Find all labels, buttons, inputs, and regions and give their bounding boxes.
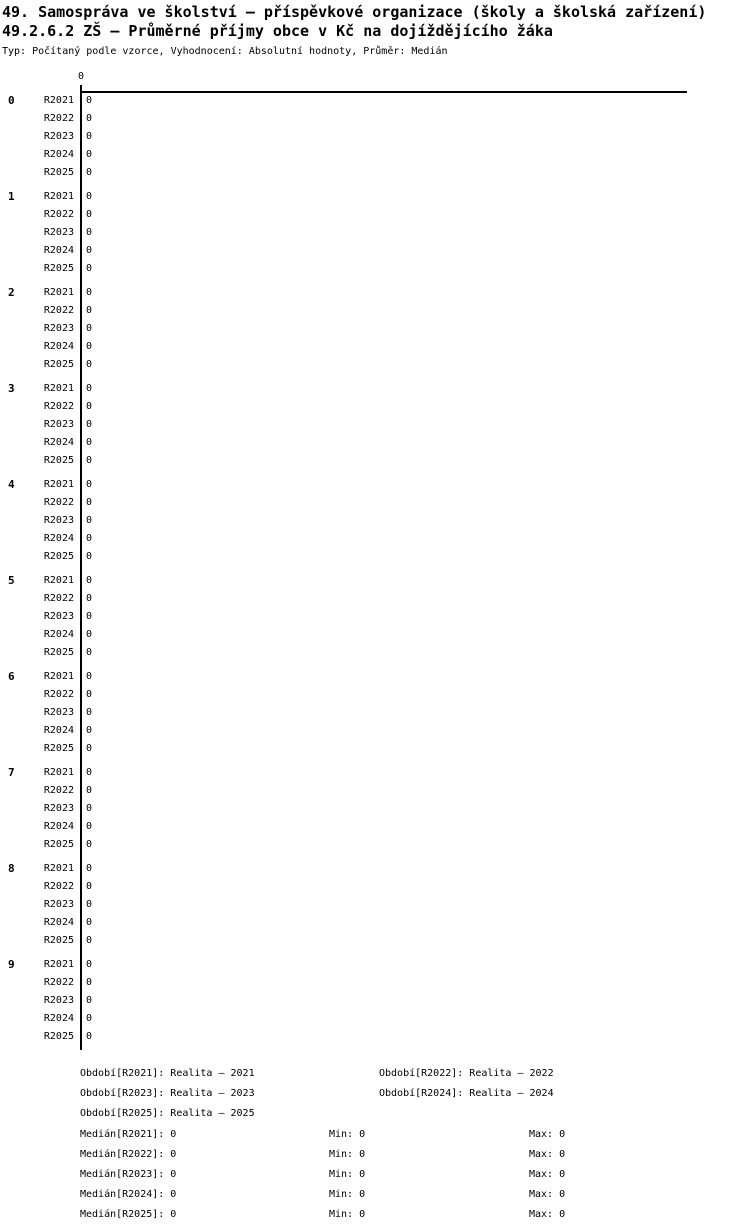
bar-value: 0 xyxy=(86,863,93,874)
series-label: R2021 xyxy=(43,191,74,202)
group-label: 3 xyxy=(8,382,15,395)
bar-value: 0 xyxy=(86,227,93,238)
legend-max-value: Max: 0 xyxy=(529,1149,566,1160)
series-label: R2023 xyxy=(43,131,74,142)
bar-value: 0 xyxy=(86,167,93,178)
legend-min-value: Min: 0 xyxy=(329,1189,366,1200)
bar-value: 0 xyxy=(86,497,93,508)
bar-value: 0 xyxy=(86,647,93,658)
bar-value: 0 xyxy=(86,113,93,124)
report-title: 49. Samospráva ve školství – příspěvkové organizace (školy a školská zařízení) xyxy=(2,3,707,21)
bar-value: 0 xyxy=(86,575,93,586)
chart-title: 49.2.6.2 ZŠ – Průměrné příjmy obce v Kč na dojíždějícího žáka xyxy=(2,22,553,40)
bar-value: 0 xyxy=(86,839,93,850)
series-label: R2022 xyxy=(43,305,74,316)
bar-value: 0 xyxy=(86,263,93,274)
series-label: R2024 xyxy=(43,245,74,256)
bar-value: 0 xyxy=(86,725,93,736)
series-label: R2025 xyxy=(43,359,74,370)
series-label: R2025 xyxy=(43,743,74,754)
bar-value: 0 xyxy=(86,323,93,334)
bar-value: 0 xyxy=(86,671,93,682)
bar-value: 0 xyxy=(86,359,93,370)
bar-value: 0 xyxy=(86,821,93,832)
series-label: R2023 xyxy=(43,995,74,1006)
legend-period-label: Období[R2024]: Realita – 2024 xyxy=(379,1088,554,1099)
bar-value: 0 xyxy=(86,977,93,988)
group-label: 4 xyxy=(8,478,15,491)
group-label: 8 xyxy=(8,862,15,875)
bar-value: 0 xyxy=(86,1031,93,1042)
series-label: R2022 xyxy=(43,977,74,988)
legend-min-value: Min: 0 xyxy=(329,1209,366,1220)
legend-period-label: Období[R2022]: Realita – 2022 xyxy=(379,1068,554,1079)
series-label: R2024 xyxy=(43,437,74,448)
bar-value: 0 xyxy=(86,341,93,352)
legend-max-value: Max: 0 xyxy=(529,1169,566,1180)
chart-meta-line: Typ: Počítaný podle vzorce, Vyhodnocení: Absolutní hodnoty, Průměr: Medián xyxy=(2,46,448,57)
legend-min-value: Min: 0 xyxy=(329,1169,366,1180)
legend-period-label: Období[R2021]: Realita – 2021 xyxy=(80,1068,255,1079)
series-label: R2024 xyxy=(43,917,74,928)
bar-value: 0 xyxy=(86,533,93,544)
bar-value: 0 xyxy=(86,479,93,490)
bar-value: 0 xyxy=(86,551,93,562)
bar-value: 0 xyxy=(86,917,93,928)
legend-period-label: Období[R2023]: Realita – 2023 xyxy=(80,1088,255,1099)
series-label: R2024 xyxy=(43,629,74,640)
bar-value: 0 xyxy=(86,401,93,412)
legend-max-value: Max: 0 xyxy=(529,1129,566,1140)
series-label: R2022 xyxy=(43,401,74,412)
bar-value: 0 xyxy=(86,383,93,394)
bar-value: 0 xyxy=(86,593,93,604)
bar-value: 0 xyxy=(86,689,93,700)
bar-value: 0 xyxy=(86,959,93,970)
bar-value: 0 xyxy=(86,305,93,316)
series-label: R2022 xyxy=(43,881,74,892)
series-label: R2025 xyxy=(43,455,74,466)
series-label: R2024 xyxy=(43,821,74,832)
bar-value: 0 xyxy=(86,935,93,946)
y-axis-line xyxy=(80,85,82,1050)
series-label: R2023 xyxy=(43,707,74,718)
bar-value: 0 xyxy=(86,437,93,448)
legend-min-value: Min: 0 xyxy=(329,1129,366,1140)
series-label: R2021 xyxy=(43,959,74,970)
series-label: R2023 xyxy=(43,899,74,910)
series-label: R2021 xyxy=(43,287,74,298)
series-label: R2024 xyxy=(43,149,74,160)
bar-value: 0 xyxy=(86,785,93,796)
legend-median-value: Medián[R2021]: 0 xyxy=(80,1129,177,1140)
series-label: R2024 xyxy=(43,1013,74,1024)
bar-value: 0 xyxy=(86,455,93,466)
series-label: R2024 xyxy=(43,725,74,736)
series-label: R2025 xyxy=(43,1031,74,1042)
bar-value: 0 xyxy=(86,95,93,106)
bar-value: 0 xyxy=(86,707,93,718)
series-label: R2025 xyxy=(43,839,74,850)
series-label: R2021 xyxy=(43,95,74,106)
bar-value: 0 xyxy=(86,881,93,892)
series-label: R2023 xyxy=(43,323,74,334)
legend-median-value: Medián[R2023]: 0 xyxy=(80,1169,177,1180)
series-label: R2021 xyxy=(43,671,74,682)
legend-median-value: Medián[R2022]: 0 xyxy=(80,1149,177,1160)
group-label: 1 xyxy=(8,190,15,203)
legend-max-value: Max: 0 xyxy=(529,1209,566,1220)
series-label: R2021 xyxy=(43,767,74,778)
bar-value: 0 xyxy=(86,191,93,202)
series-label: R2023 xyxy=(43,515,74,526)
bar-value: 0 xyxy=(86,995,93,1006)
bar-value: 0 xyxy=(86,515,93,526)
series-label: R2022 xyxy=(43,209,74,220)
bar-value: 0 xyxy=(86,899,93,910)
legend-median-value: Medián[R2024]: 0 xyxy=(80,1189,177,1200)
series-label: R2022 xyxy=(43,785,74,796)
series-label: R2022 xyxy=(43,497,74,508)
series-label: R2025 xyxy=(43,551,74,562)
series-label: R2023 xyxy=(43,227,74,238)
group-label: 0 xyxy=(8,94,15,107)
series-label: R2024 xyxy=(43,341,74,352)
x-axis-line xyxy=(80,91,687,93)
bar-value: 0 xyxy=(86,131,93,142)
x-axis-tick-label: 0 xyxy=(77,71,85,82)
legend-period-label: Období[R2025]: Realita – 2025 xyxy=(80,1108,255,1119)
series-label: R2025 xyxy=(43,935,74,946)
bar-value: 0 xyxy=(86,245,93,256)
legend-max-value: Max: 0 xyxy=(529,1189,566,1200)
series-label: R2025 xyxy=(43,647,74,658)
series-label: R2025 xyxy=(43,263,74,274)
series-label: R2021 xyxy=(43,575,74,586)
bar-value: 0 xyxy=(86,287,93,298)
series-label: R2022 xyxy=(43,689,74,700)
group-label: 2 xyxy=(8,286,15,299)
series-label: R2023 xyxy=(43,611,74,622)
bar-value: 0 xyxy=(86,419,93,430)
group-label: 9 xyxy=(8,958,15,971)
series-label: R2021 xyxy=(43,479,74,490)
bar-value: 0 xyxy=(86,629,93,640)
series-label: R2022 xyxy=(43,113,74,124)
series-label: R2023 xyxy=(43,803,74,814)
bar-value: 0 xyxy=(86,149,93,160)
bar-value: 0 xyxy=(86,803,93,814)
group-label: 6 xyxy=(8,670,15,683)
series-label: R2025 xyxy=(43,167,74,178)
series-label: R2022 xyxy=(43,593,74,604)
series-label: R2021 xyxy=(43,383,74,394)
group-label: 7 xyxy=(8,766,15,779)
legend-median-value: Medián[R2025]: 0 xyxy=(80,1209,177,1220)
bar-value: 0 xyxy=(86,1013,93,1024)
group-label: 5 xyxy=(8,574,15,587)
legend-min-value: Min: 0 xyxy=(329,1149,366,1160)
series-label: R2024 xyxy=(43,533,74,544)
series-label: R2021 xyxy=(43,863,74,874)
series-label: R2023 xyxy=(43,419,74,430)
bar-value: 0 xyxy=(86,743,93,754)
bar-value: 0 xyxy=(86,611,93,622)
bar-value: 0 xyxy=(86,767,93,778)
bar-value: 0 xyxy=(86,209,93,220)
